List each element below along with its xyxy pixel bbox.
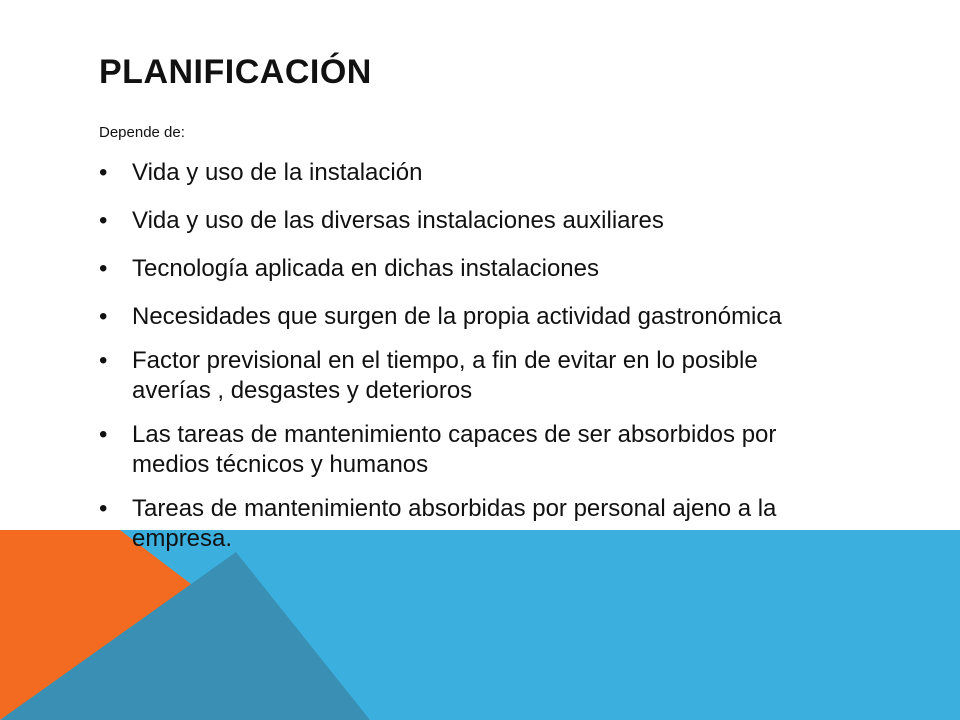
bullet-dot: • [99, 495, 108, 522]
bullet-dot: • [99, 421, 108, 448]
bullet-dot: • [99, 207, 108, 234]
bullet-item [99, 420, 839, 480]
bullet-dot: • [99, 303, 108, 330]
bullet-item [99, 302, 839, 332]
slide-subtitle: Depende de: [99, 124, 185, 141]
bullet-text: Tecnología aplicada en dichas instalaciones [132, 255, 599, 282]
bullet-text: Vida y uso de las diversas instalaciones auxiliares [132, 207, 664, 234]
bullet-item [99, 346, 839, 406]
bullet-item [99, 206, 839, 236]
bullet-text: Las tareas de mantenimiento capaces de ser absorbidos por medios técnicos y humanos [132, 421, 777, 478]
slide-title: PLANIFICACIÓN [99, 53, 372, 91]
bullet-item [99, 158, 839, 188]
bullet-text: Tareas de mantenimiento absorbidas por personal ajeno a la empresa. [132, 495, 777, 552]
bullet-text: Vida y uso de la instalación [132, 159, 423, 186]
bullet-item [99, 254, 839, 284]
bullet-text: Necesidades que surgen de la propia actividad gastronómica [132, 303, 782, 330]
bullet-item [99, 494, 839, 554]
bullet-dot: • [99, 347, 108, 374]
bullet-dot: • [99, 255, 108, 282]
bullet-list [99, 158, 839, 568]
bullet-text: Factor previsional en el tiempo, a fin de evitar en lo posible averías , desgastes y deterioros [132, 347, 758, 404]
bullet-dot: • [99, 159, 108, 186]
